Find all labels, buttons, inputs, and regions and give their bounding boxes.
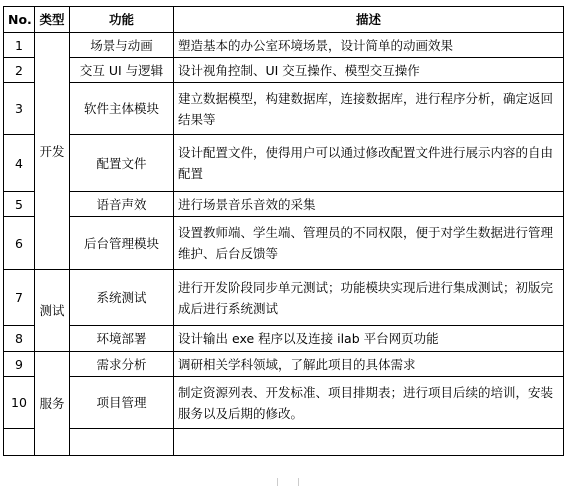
table-row bbox=[4, 270, 564, 326]
table-row bbox=[4, 33, 564, 58]
table-row bbox=[4, 352, 564, 377]
table-row bbox=[4, 83, 564, 135]
description-cell: 设计配置文件，使得用户可以通过修改配置文件进行展示内容的自由配置 bbox=[174, 135, 564, 192]
table-header-row bbox=[4, 7, 564, 33]
page-edge-mark bbox=[277, 478, 299, 486]
function-cell: 语音声效 bbox=[70, 192, 174, 217]
row-number: 10 bbox=[4, 377, 35, 429]
type-cell-service: 服务 bbox=[35, 352, 70, 456]
function-cell: 环境部署 bbox=[70, 326, 174, 352]
description-cell: 塑造基本的办公室环境场景，设计简单的动画效果 bbox=[174, 33, 564, 58]
function-cell: 交互 UI 与逻辑 bbox=[70, 58, 174, 83]
row-number: 9 bbox=[4, 352, 35, 377]
function-cell: 场景与动画 bbox=[70, 33, 174, 58]
row-number: 7 bbox=[4, 270, 35, 326]
type-cell-dev: 开发 bbox=[35, 33, 70, 270]
table-row bbox=[4, 217, 564, 270]
function-cell: 系统测试 bbox=[70, 270, 174, 326]
header-description: 描述 bbox=[174, 7, 564, 33]
description-cell: 进行场景音乐音效的采集 bbox=[174, 192, 564, 217]
table-row bbox=[4, 326, 564, 352]
table-row bbox=[4, 135, 564, 192]
project-task-table bbox=[3, 6, 564, 456]
header-type: 类型 bbox=[35, 7, 70, 33]
row-number: 2 bbox=[4, 58, 35, 83]
table-row bbox=[4, 58, 564, 83]
row-number: 8 bbox=[4, 326, 35, 352]
row-number-empty bbox=[4, 429, 35, 456]
function-cell: 需求分析 bbox=[70, 352, 174, 377]
description-cell: 设计输出 exe 程序以及连接 ilab 平台网页功能 bbox=[174, 326, 564, 352]
table-row bbox=[4, 192, 564, 217]
row-number: 6 bbox=[4, 217, 35, 270]
description-cell: 设计视角控制、UI 交互操作、模型交互操作 bbox=[174, 58, 564, 83]
header-function: 功能 bbox=[70, 7, 174, 33]
description-cell: 建立数据模型，构建数据库，连接数据库，进行程序分析，确定返回结果等 bbox=[174, 83, 564, 135]
function-cell: 配置文件 bbox=[70, 135, 174, 192]
table-row-empty bbox=[4, 429, 564, 456]
description-cell-empty bbox=[174, 429, 564, 456]
row-number: 3 bbox=[4, 83, 35, 135]
table-row bbox=[4, 377, 564, 429]
function-cell-empty bbox=[70, 429, 174, 456]
function-cell: 软件主体模块 bbox=[70, 83, 174, 135]
description-cell: 制定资源列表、开发标准、项目排期表；进行项目后续的培训，安装服务以及后期的修改。 bbox=[174, 377, 564, 429]
type-cell-test: 测试 bbox=[35, 270, 70, 352]
row-number: 4 bbox=[4, 135, 35, 192]
description-cell: 设置教师端、学生端、管理员的不同权限，便于对学生数据进行管理维护、后台反馈等 bbox=[174, 217, 564, 270]
row-number: 5 bbox=[4, 192, 35, 217]
function-cell: 后台管理模块 bbox=[70, 217, 174, 270]
row-number: 1 bbox=[4, 33, 35, 58]
function-cell: 项目管理 bbox=[70, 377, 174, 429]
header-no: No. bbox=[4, 7, 35, 33]
description-cell: 调研相关学科领域，了解此项目的具体需求 bbox=[174, 352, 564, 377]
description-cell: 进行开发阶段同步单元测试；功能模块实现后进行集成测试；初版完成后进行系统测试 bbox=[174, 270, 564, 326]
